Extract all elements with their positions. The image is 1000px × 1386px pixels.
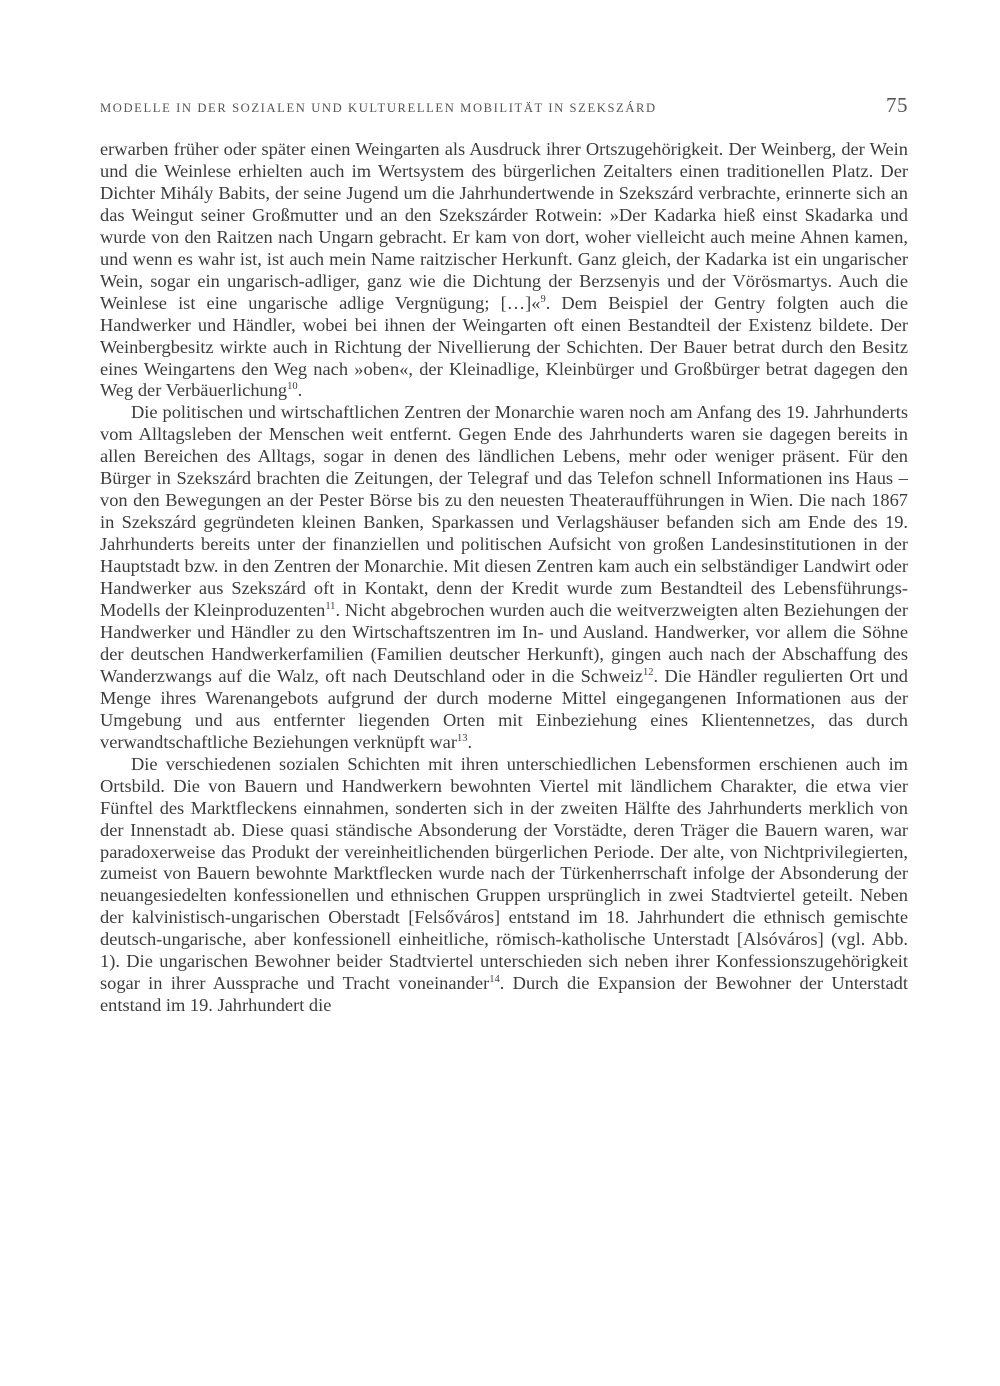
- footnote-ref-9[interactable]: 9: [540, 293, 546, 305]
- text-run: .: [467, 731, 473, 752]
- text-run: Die verschiedenen sozialen Schichten mit ihren unterschiedlichen Lebensformen erschienen auch im Ortsbild. Die von Bauern und Handwerkern bewohnten Viertel mit ländlichem Charakter, die etwa vier Fünftel des Marktfleckens einnahmen, sonderten sich in der zweiten Hälfte des Jahrhunderts merklich von der Innenstadt ab. Diese quasi ständische Absonderung der Vorstädte, deren Träger die Bauern waren, war paradoxerweise das Produkt der vereinheitlichenden bürgerlichen Periode. Der alte, von Nichtprivilegierten, zumeist von Bauern bewohnte Marktflecken wurde nach der Türkenherrschaft infolge der Absonderung der neuangesiedelten konfessionellen und ethnischen Gruppen ursprünglich in zwei Stadtviertel geteilt. Neben der kalvinistisch-ungarischen Oberstadt [Felsőváros] entstand im 18. Jahrhundert die ethnisch gemischte deutsch-ungarische, aber konfessionell einheitliche, römisch-katholische Unterstadt [Alsóváros] (vgl. Abb. 1). Die ungarischen Bewohner beider Stadtviertel unterschieden sich neben ihrer Konfessionszugehörigkeit sogar in ihrer Aussprache und Tracht voneinander: [100, 753, 908, 994]
- footnote-ref-13[interactable]: 13: [456, 732, 468, 744]
- text-run: .: [297, 380, 303, 401]
- text-run: . Dem Beispiel der Gentry folgten auch die Handwerker und Händler, wobei bei ihnen der Weingarten oft einen Bestandteil der Existenz bildete. Der Weinbergbesitz wirkte auch in Richtung der Nivellierung der Schichten. Der Bauer betrat durch den Besitz eines Weingartens den Weg nach »oben«, der Kleinadlige, Kleinbürger und Großbürger betrat dagegen den Weg der Verbäuerlichung: [100, 292, 908, 401]
- text-run: Die politischen und wirtschaftlichen Zentren der Monarchie waren noch am Anfang des 19. Jahrhunderts vom Alltagsleben der Menschen weit entfernt. Gegen Ende des Jahrhunderts waren sie dagegen bereits in allen Bereichen des Alltags, sogar in denen des ländlichen Lebens, mehr oder weniger präsent. Für den Bürger in Szekszárd brachten die Zeitungen, der Telegraf und das Telefon schnell Informationen ins Haus – von den Bewegungen an der Pester Börse bis zu den neuesten Theateraufführungen in Wien. Die nach 1867 in Szekszárd gegründeten kleinen Banken, Sparkassen und Verlagshäuser befanden sich am Ende des 19. Jahrhunderts bereits unter der finanziellen und politischen Aufsicht von großen Landesinstitutionen in der Hauptstadt bzw. in den Zentren der Monarchie. Mit diesen Zentren kam auch ein selbständiger Landwirt oder Handwerker aus Szekszárd oft in Kontakt, denn der Kredit wurde zum Bestandteil des Lebensführungs-Modells der Kleinproduzenten: [100, 402, 908, 621]
- footnote-ref-10[interactable]: 10: [287, 381, 298, 393]
- footnote-ref-14[interactable]: 14: [489, 974, 500, 986]
- paragraph-1: [100, 139, 908, 402]
- text-run: erwarben früher oder später einen Weingarten als Ausdruck ihrer Ortszugehörigkeit. Der Weinberg, der Wein und die Weinlese erhielten auch im Wertsystem des bürgerlichen Zeitalters einen traditionellen Platz. Der Dichter Mihály Babits, der seine Jugend um die Jahrhundertwende in Szekszárd verbrachte, erinnerte sich an das Weingut seiner Großmutter und an den Szekszárder Rotwein: »Der Kadarka hieß einst Skadarka und wurde von den Raitzen nach Ungarn gebracht. Er kam von dort, woher vielleicht auch meine Ahnen kamen, und wenn es wahr ist, ist auch mein Name raitzischer Herkunft. Ganz gleich, der Kadarka ist ein ungarischer Wein, sogar ein ungarisch-adliger, ganz wie die Dichtung der Berzsenyis und der Vörösmartys. Auch die Weinlese ist eine ungarische adlige Vergnügung; […]«: [100, 139, 908, 313]
- footnote-ref-12[interactable]: 12: [642, 666, 654, 678]
- page-number: 75: [886, 93, 908, 117]
- body-text: [100, 139, 908, 1017]
- footnote-ref-11[interactable]: 11: [325, 601, 336, 613]
- paragraph-3: [100, 754, 908, 1017]
- paragraph-2: [100, 402, 908, 753]
- text-run: . Nicht abgebrochen wurden auch die weitverzweigten alten Beziehungen der Handwerker und Händler zu den Wirtschaftszentren im In- und Ausland. Handwerker, vor allem die Söhne der deutschen Handwerkerfamilien (Familien deutscher Herkunft), gingen auch nach der Abschaffung des Wanderzwangs auf die Walz, oft nach Deutschland oder in die Schweiz: [100, 600, 908, 686]
- text-run: . Durch die Expansion der Bewohner der Unterstadt entstand im 19. Jahrhundert die: [100, 973, 908, 1016]
- text-run: . Die Händler regulierten Ort und Menge ihres Warenangebots aufgrund der durch moderne Mittel eingegangenen Informationen aus der Umgebung und aus entfernter liegenden Orten mit Einbeziehung eines Klientennetzes, das durch verwandtschaftliche Beziehungen verknüpft war: [100, 665, 908, 752]
- running-title: MODELLE IN DER SOZIALEN UND KULTURELLEN MOBILITÄT IN SZEKSZÁRD: [100, 101, 657, 115]
- page-header: [100, 93, 908, 118]
